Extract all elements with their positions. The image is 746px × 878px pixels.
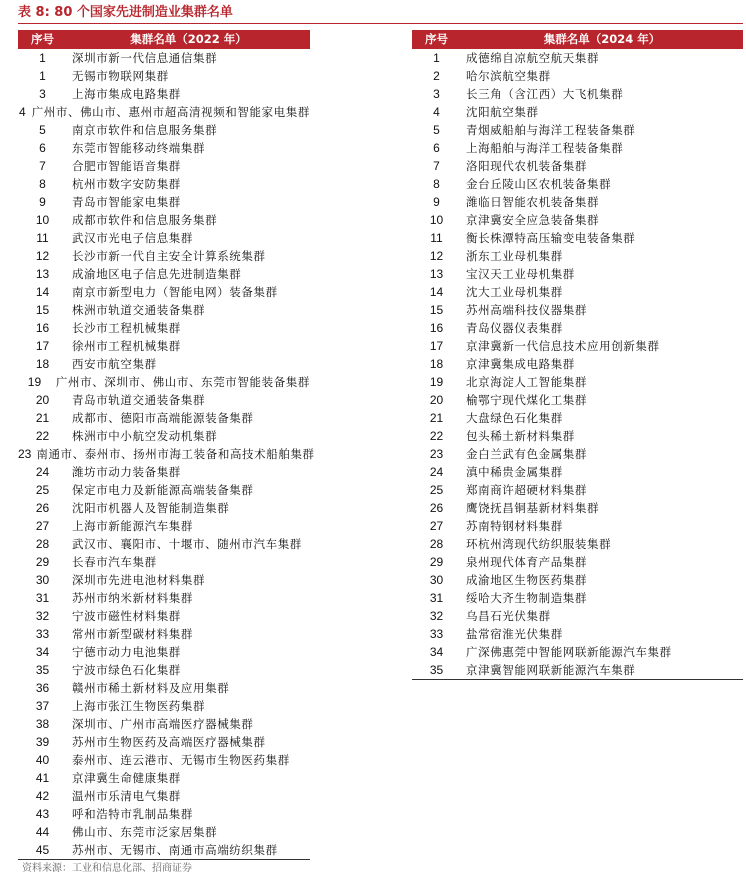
table-row (18, 175, 310, 193)
table-row (18, 121, 310, 139)
cluster-name: 浙东工业母机集群 (466, 249, 563, 263)
row-number: 20 (429, 393, 444, 407)
row-number: 1 (39, 69, 46, 83)
table-title: 表 8: 80 个国家先进制造业集群名单 (18, 5, 233, 20)
row-number: 3 (39, 87, 46, 101)
table-row (412, 193, 743, 211)
table-row (18, 697, 310, 715)
cluster-name: 合肥市智能语音集群 (72, 159, 181, 173)
cluster-name: 宁波市磁性材料集群 (72, 609, 181, 623)
cluster-name: 徐州市工程机械集群 (72, 339, 181, 353)
table-row (18, 715, 310, 733)
row-number: 13 (429, 267, 444, 281)
row-number: 7 (433, 159, 440, 173)
cluster-name: 北京海淀人工智能集群 (466, 375, 587, 389)
cluster-name: 苏南特钢材料集群 (466, 519, 563, 533)
table-row (412, 355, 743, 373)
cluster-name: 泰州市、连云港市、无锡市生物医药集群 (72, 753, 290, 767)
row-number: 11 (36, 231, 49, 245)
row-number: 8 (39, 177, 46, 191)
table-row (18, 373, 310, 391)
cluster-name: 长春市汽车集群 (72, 555, 157, 569)
row-number: 36 (35, 681, 50, 695)
cluster-name: 长沙市工程机械集群 (72, 321, 181, 335)
table-row (18, 193, 310, 211)
row-number: 34 (35, 645, 50, 659)
source-note: 资料来源：工业和信息化部、招商证券 (22, 863, 192, 874)
table-row (412, 517, 743, 535)
table-row (412, 571, 743, 589)
row-number: 32 (35, 609, 50, 623)
table-row (412, 283, 743, 301)
table-row (18, 157, 310, 175)
cluster-name: 青岛仪器仪表集群 (466, 321, 563, 335)
cluster-name: 成渝地区生物医药集群 (466, 573, 587, 587)
table-row (412, 607, 743, 625)
title-underline (18, 23, 743, 24)
row-number: 29 (429, 555, 444, 569)
cluster-name: 杭州市数字安防集群 (72, 177, 181, 191)
row-number: 26 (429, 501, 444, 515)
row-number: 2 (433, 69, 440, 83)
table-row (18, 409, 310, 427)
row-number: 16 (429, 321, 444, 335)
row-number: 14 (35, 285, 50, 299)
row-number: 18 (429, 357, 444, 371)
row-number: 41 (35, 771, 50, 785)
cluster-name: 南通市、泰州市、扬州市海工装备和高技术船舶集群 (36, 447, 315, 461)
row-number: 26 (35, 501, 50, 515)
table-row (412, 625, 743, 643)
cluster-name: 泉州现代体育产品集群 (466, 555, 587, 569)
table-row (18, 355, 310, 373)
row-number: 21 (35, 411, 50, 425)
table-row (18, 103, 310, 121)
row-number: 7 (39, 159, 46, 173)
row-number: 28 (35, 537, 50, 551)
cluster-name: 鹰饶抚昌铜基新材料集群 (466, 501, 600, 515)
table-row (18, 517, 310, 535)
table-row (412, 463, 743, 481)
table-row (18, 751, 310, 769)
table-row (18, 283, 310, 301)
row-number: 6 (433, 141, 440, 155)
row-number: 45 (35, 843, 50, 857)
row-number: 42 (35, 789, 50, 803)
table-row (18, 499, 310, 517)
cluster-name: 洛阳现代农机装备集群 (466, 159, 587, 173)
table-row (412, 319, 743, 337)
row-number: 44 (35, 825, 50, 839)
row-number: 19 (429, 375, 444, 389)
cluster-name: 京津冀生命健康集群 (72, 771, 181, 785)
row-number: 23 (18, 447, 32, 461)
table-row (18, 589, 310, 607)
row-number: 24 (429, 465, 444, 479)
cluster-name: 株洲市轨道交通装备集群 (72, 303, 206, 317)
cluster-name: 沈阳市机器人及智能制造集群 (72, 501, 230, 515)
table-row (18, 661, 310, 679)
cluster-name: 潍坊市动力装备集群 (72, 465, 181, 479)
table-row (412, 49, 743, 67)
row-number: 19 (27, 375, 42, 389)
row-number: 5 (433, 123, 440, 137)
row-number: 29 (35, 555, 50, 569)
cluster-name: 京津冀安全应急装备集群 (466, 213, 600, 227)
cluster-name: 苏州市纳米新材料集群 (72, 591, 193, 605)
cluster-name: 京津冀新一代信息技术应用创新集群 (466, 339, 660, 353)
header-no: 序号 (31, 32, 54, 46)
cluster-name: 长沙市新一代自主安全计算系统集群 (72, 249, 266, 263)
table-row (412, 427, 743, 445)
table-row (18, 247, 310, 265)
table-row (412, 211, 743, 229)
cluster-name: 株洲市中小航空发动机集群 (72, 429, 218, 443)
table-row (412, 481, 743, 499)
cluster-name: 包头稀土新材料集群 (466, 429, 575, 443)
row-number: 14 (429, 285, 444, 299)
row-number: 1 (39, 51, 46, 65)
table-body (18, 49, 315, 859)
table-row (412, 391, 743, 409)
table-row (18, 139, 310, 157)
cluster-name: 沈大工业母机集群 (466, 285, 563, 299)
row-number: 40 (35, 753, 50, 767)
cluster-name: 青烟威船舶与海洋工程装备集群 (466, 123, 636, 137)
table-row (412, 409, 743, 427)
row-number: 33 (35, 627, 50, 641)
table-row (18, 607, 310, 625)
row-number: 35 (429, 663, 444, 677)
cluster-name: 南京市软件和信息服务集群 (72, 123, 218, 137)
row-number: 38 (35, 717, 50, 731)
cluster-name: 大盘绿色石化集群 (466, 411, 563, 425)
table-row (18, 823, 310, 841)
row-number: 24 (35, 465, 50, 479)
table-header (412, 30, 743, 49)
cluster-name: 上海船舶与海洋工程装备集群 (466, 141, 624, 155)
row-number: 13 (35, 267, 50, 281)
cluster-name: 佛山市、东莞市泛家居集群 (72, 825, 218, 839)
table-row (18, 49, 310, 67)
cluster-table-2024 (412, 30, 743, 680)
table-header (18, 30, 310, 49)
table-body (412, 49, 743, 679)
row-number: 28 (429, 537, 444, 551)
table-bottom-rule (412, 679, 743, 680)
row-number: 20 (35, 393, 50, 407)
cluster-name: 沈阳航空集群 (466, 105, 539, 119)
cluster-name: 宁德市动力电池集群 (72, 645, 181, 659)
cluster-name: 苏州市、无锡市、南通市高端纺织集群 (72, 843, 278, 857)
cluster-name: 金台丘陵山区农机装备集群 (466, 177, 612, 191)
row-number: 32 (429, 609, 444, 623)
row-number: 25 (35, 483, 50, 497)
cluster-name: 西安市航空集群 (72, 357, 157, 371)
table-row (18, 769, 310, 787)
table-row (412, 337, 743, 355)
cluster-name: 长三角（含江西）大飞机集群 (466, 87, 624, 101)
row-number: 23 (429, 447, 444, 461)
table-row (412, 661, 743, 679)
row-number: 27 (35, 519, 50, 533)
row-number: 33 (429, 627, 444, 641)
row-number: 35 (35, 663, 50, 677)
cluster-name: 苏州高端科技仪器集群 (466, 303, 587, 317)
cluster-name: 青岛市智能家电集群 (72, 195, 181, 209)
cluster-name: 上海市集成电路集群 (72, 87, 181, 101)
cluster-name: 东莞市智能移动终端集群 (72, 141, 206, 155)
table-row (18, 319, 310, 337)
table-row (18, 427, 310, 445)
cluster-name: 宝汉天工业母机集群 (466, 267, 575, 281)
row-number: 37 (35, 699, 50, 713)
row-number: 22 (429, 429, 444, 443)
header-name: 集群名单（2022 年） (130, 32, 247, 46)
row-number: 1 (433, 51, 440, 65)
table-row (18, 301, 310, 319)
cluster-name: 广州市、深圳市、佛山市、东莞市智能装备集群 (55, 375, 310, 389)
cluster-name: 成德绵自凉航空航天集群 (466, 51, 600, 65)
table-row (412, 589, 743, 607)
cluster-name: 京津冀集成电路集群 (466, 357, 575, 371)
row-number: 18 (35, 357, 50, 371)
row-number: 30 (429, 573, 444, 587)
cluster-name: 保定市电力及新能源高端装备集群 (72, 483, 254, 497)
cluster-name: 盐常宿淮光伏集群 (466, 627, 563, 641)
row-number: 39 (35, 735, 50, 749)
table-row (18, 553, 310, 571)
cluster-name: 常州市新型碳材料集群 (72, 627, 193, 641)
row-number: 8 (433, 177, 440, 191)
row-number: 30 (35, 573, 50, 587)
row-number: 12 (35, 249, 50, 263)
cluster-name: 南京市新型电力（智能电网）装备集群 (72, 285, 278, 299)
row-number: 9 (39, 195, 46, 209)
cluster-name: 哈尔滨航空集群 (466, 69, 551, 83)
cluster-name: 成渝地区电子信息先进制造集群 (72, 267, 242, 281)
cluster-name: 乌昌石光伏集群 (466, 609, 551, 623)
table-row (18, 643, 310, 661)
table-row (412, 103, 743, 121)
cluster-name: 深圳市新一代信息通信集群 (72, 51, 218, 65)
table-row (412, 85, 743, 103)
row-number: 11 (430, 231, 443, 245)
row-number: 31 (35, 591, 50, 605)
row-number: 43 (35, 807, 50, 821)
cluster-name: 上海市张江生物医药集群 (72, 699, 206, 713)
row-number: 16 (35, 321, 50, 335)
row-number: 15 (35, 303, 50, 317)
cluster-name: 榆鄂宁现代煤化工集群 (466, 393, 587, 407)
cluster-name: 绥哈大齐生物制造集群 (466, 591, 587, 605)
table-row (18, 733, 310, 751)
cluster-name: 京津冀智能网联新能源汽车集群 (466, 663, 636, 677)
table-row (412, 265, 743, 283)
table-row (18, 805, 310, 823)
table-row (412, 175, 743, 193)
table-row (18, 85, 310, 103)
table-row (18, 481, 310, 499)
row-number: 25 (429, 483, 444, 497)
row-number: 17 (429, 339, 444, 353)
table-row (18, 229, 310, 247)
table-row (412, 445, 743, 463)
table-row (18, 625, 310, 643)
table-row (18, 67, 310, 85)
cluster-name: 环杭州湾现代纺织服装集群 (466, 537, 612, 551)
row-number: 3 (433, 87, 440, 101)
cluster-name: 深圳市先进电池材料集群 (72, 573, 206, 587)
row-number: 22 (35, 429, 50, 443)
table-row (18, 841, 310, 859)
row-number: 4 (433, 105, 440, 119)
header-name: 集群名单（2024 年） (543, 32, 661, 46)
row-number: 6 (39, 141, 46, 155)
table-row (18, 391, 310, 409)
cluster-name: 武汉市光电子信息集群 (72, 231, 193, 245)
cluster-name: 金白兰武有色金属集群 (466, 447, 587, 461)
row-number: 10 (35, 213, 50, 227)
row-number: 31 (429, 591, 444, 605)
cluster-name: 赣州市稀土新材料及应用集群 (72, 681, 230, 695)
cluster-table-2022 (18, 30, 315, 860)
table-row (18, 679, 310, 697)
row-number: 12 (429, 249, 444, 263)
cluster-name: 呼和浩特市乳制品集群 (72, 807, 193, 821)
row-number: 27 (429, 519, 444, 533)
table-row (412, 67, 743, 85)
cluster-name: 成都市软件和信息服务集群 (72, 213, 218, 227)
cluster-name: 温州市乐清电气集群 (72, 789, 181, 803)
cluster-name: 潍临日智能农机装备集群 (466, 195, 600, 209)
row-number: 5 (39, 123, 46, 137)
table-row (18, 463, 310, 481)
cluster-name: 成都市、德阳市高端能源装备集群 (72, 411, 254, 425)
cluster-name: 青岛市轨道交通装备集群 (72, 393, 206, 407)
table-row (18, 211, 310, 229)
table-row (412, 139, 743, 157)
cluster-name: 苏州市生物医药及高端医疗器械集群 (72, 735, 266, 749)
table-row (412, 121, 743, 139)
table-row (412, 553, 743, 571)
cluster-name: 郑南商许超硬材料集群 (466, 483, 587, 497)
header-no: 序号 (425, 32, 448, 46)
cluster-name: 广州市、佛山市、惠州市超高清视频和智能家电集群 (31, 105, 310, 119)
cluster-name: 上海市新能源汽车集群 (72, 519, 193, 533)
cluster-name: 宁波市绿色石化集群 (72, 663, 181, 677)
table-row (18, 265, 310, 283)
table-row (412, 247, 743, 265)
table-row (18, 445, 315, 463)
table-row (412, 373, 743, 391)
table-row (18, 571, 310, 589)
table-row (412, 157, 743, 175)
table-row (412, 535, 743, 553)
cluster-name: 衡长株潭特高压输变电装备集群 (466, 231, 636, 245)
row-number: 4 (19, 105, 26, 119)
row-number: 9 (433, 195, 440, 209)
table-row (18, 337, 310, 355)
table-row (412, 499, 743, 517)
row-number: 15 (429, 303, 444, 317)
row-number: 34 (429, 645, 444, 659)
table-row (412, 301, 743, 319)
row-number: 21 (429, 411, 444, 425)
table-row (18, 787, 310, 805)
cluster-name: 武汉市、襄阳市、十堰市、随州市汽车集群 (72, 537, 302, 551)
cluster-name: 无锡市物联网集群 (72, 69, 169, 83)
table-row (18, 535, 310, 553)
row-number: 17 (35, 339, 50, 353)
table-row (412, 643, 743, 661)
cluster-name: 广深佛惠莞中智能网联新能源汽车集群 (466, 645, 672, 659)
table-row (412, 229, 743, 247)
row-number: 10 (429, 213, 444, 227)
cluster-name: 深圳市、广州市高端医疗器械集群 (72, 717, 254, 731)
cluster-name: 滇中稀贵金属集群 (466, 465, 563, 479)
